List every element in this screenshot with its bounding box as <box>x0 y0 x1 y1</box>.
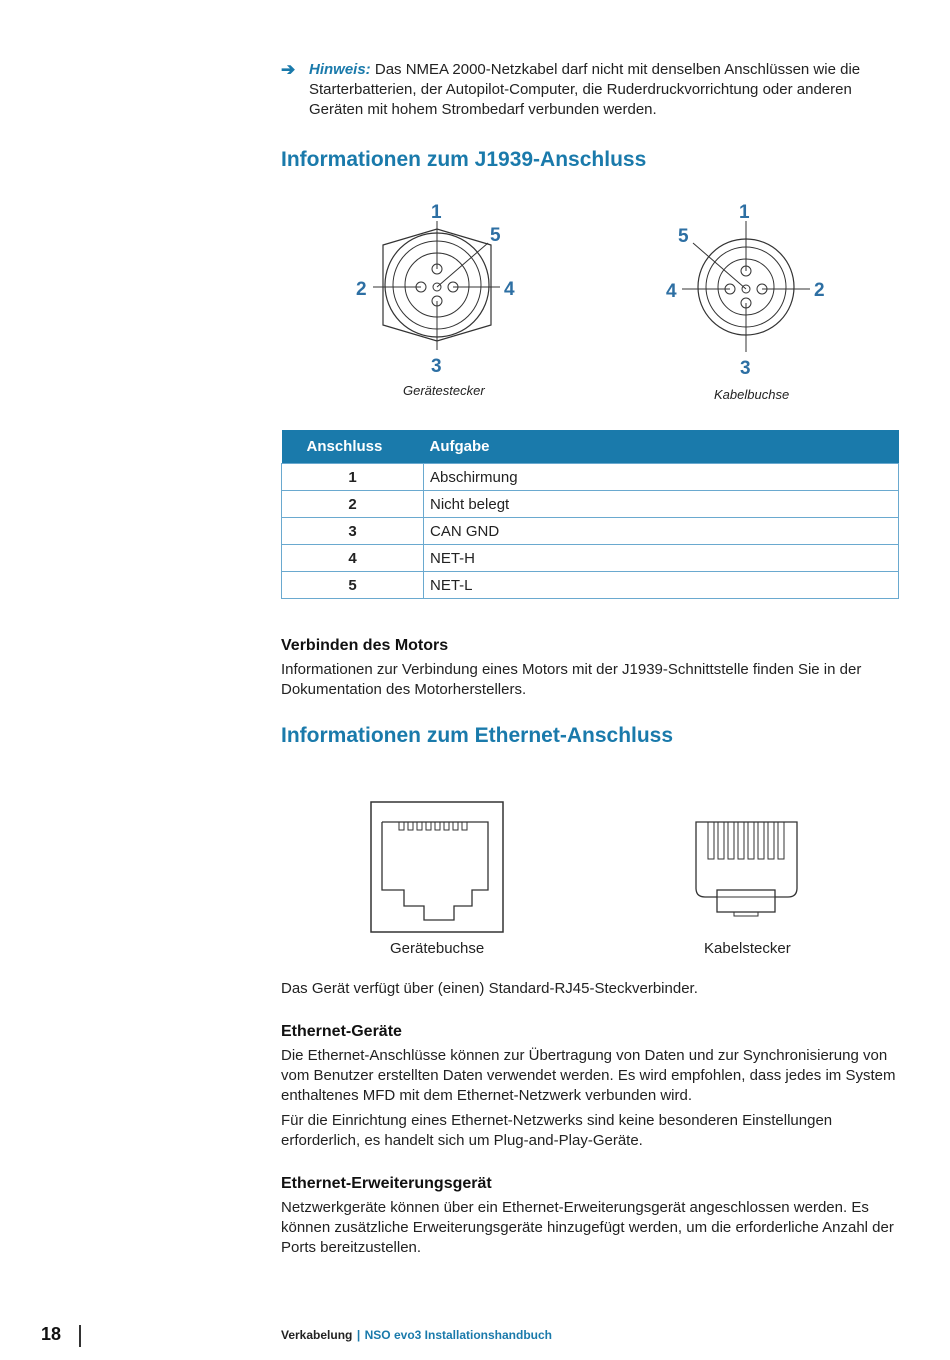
device-connector-caption: Gerätestecker <box>403 383 485 398</box>
task-cell: Nicht belegt <box>424 491 899 518</box>
ethernet-devices-heading: Ethernet-Geräte <box>281 1023 402 1040</box>
expansion-text: Netzwerkgeräte können über ein Ethernet-Erweiterungsgerät angeschlossen werden. Es können zusätzliche Erweiterungsgeräte hinzugefügt werden, um die erforderliche Anzahl der Ports bereitzustellen. <box>281 1199 894 1256</box>
footer-section: Verkabelung <box>281 1328 353 1342</box>
rj45-standard-text: Das Gerät verfügt über (einen) Standard-RJ45-Steckverbinder. <box>281 980 698 997</box>
task-cell: NET-H <box>424 545 899 572</box>
expansion-heading: Ethernet-Erweiterungsgerät <box>281 1175 492 1192</box>
pin-label: 5 <box>490 225 501 246</box>
pin-label: 1 <box>431 202 442 223</box>
task-cell: CAN GND <box>424 518 899 545</box>
device-socket-caption: Gerätebuchse <box>390 940 485 957</box>
pin-label: 1 <box>739 202 750 223</box>
pin-label: 3 <box>431 356 442 375</box>
ethernet-devices-text: Die Ethernet-Anschlüsse können zur Übertragung von Daten und zur Synchronisierung von vom Benutzer erstellten Daten verwendet werden. Es wird empfohlen, dass jedes im System enthaltenes MFD mit dem Ethernet-Netzwerk verbunden wird. Für die Einrichtung eines Ethernet-Netzwerks sind keine besonderen Einstellungen erforderlich, es handelt sich um Plug-and-Play-Geräte. <box>281 1047 896 1149</box>
cable-socket-caption: Kabelbuchse <box>714 387 790 402</box>
pin-label: 2 <box>814 280 825 301</box>
pin-cell: 2 <box>282 491 424 518</box>
rj45-device-socket-diagram <box>370 800 506 936</box>
task-cell: NET-L <box>424 572 899 599</box>
rj45-cable-plug-diagram <box>692 818 802 918</box>
page-number-divider <box>79 1325 81 1347</box>
pin-label: 4 <box>666 281 677 302</box>
pin-cell: 4 <box>282 545 424 572</box>
table-header: Anschluss <box>282 430 424 464</box>
footer-separator: | <box>356 1328 361 1342</box>
pin-label: 2 <box>356 279 367 300</box>
table-row <box>282 572 899 599</box>
footer-document-title: NSO evo3 Installationshandbuch <box>364 1328 553 1342</box>
pin-label: 4 <box>504 279 515 300</box>
note-arrow-icon: ➔ <box>281 60 296 79</box>
motor-heading: Verbinden des Motors <box>281 637 449 654</box>
note-text: Hinweis: Das NMEA 2000-Netzkabel darf nicht mit denselben Anschlüssen wie die Starterbatterien, der Autopilot-Computer, die Ruderdruckvorrichtung oder anderen Geräten mit hohem Strombedarf verbunden werden. <box>309 61 861 118</box>
page-number: 18 <box>41 1324 62 1344</box>
pin-cell: 5 <box>282 572 424 599</box>
j1939-device-connector-diagram <box>340 195 540 375</box>
table-row <box>282 545 899 572</box>
pin-cell: 1 <box>282 464 424 491</box>
pin-assignment-table <box>281 430 899 599</box>
cable-plug-caption: Kabelstecker <box>704 940 791 957</box>
table-header: Aufgabe <box>424 430 899 464</box>
j1939-heading: Informationen zum J1939-Anschluss <box>281 148 647 171</box>
table-row <box>282 491 899 518</box>
pin-label: 5 <box>678 226 689 247</box>
pin-cell: 3 <box>282 518 424 545</box>
j1939-cable-socket-diagram <box>660 195 840 375</box>
table-header-row <box>282 430 899 464</box>
task-cell: Abschirmung <box>424 464 899 491</box>
table-row <box>282 518 899 545</box>
footer-text <box>281 1326 552 1344</box>
ethernet-heading: Informationen zum Ethernet-Anschluss <box>281 724 674 747</box>
motor-text: Informationen zur Verbindung eines Motors mit der J1939-Schnittstelle finden Sie in der Dokumentation des Motorherstellers. <box>281 661 862 698</box>
note-label: Hinweis: <box>309 61 371 78</box>
pin-label: 3 <box>740 358 751 375</box>
table-row <box>282 464 899 491</box>
